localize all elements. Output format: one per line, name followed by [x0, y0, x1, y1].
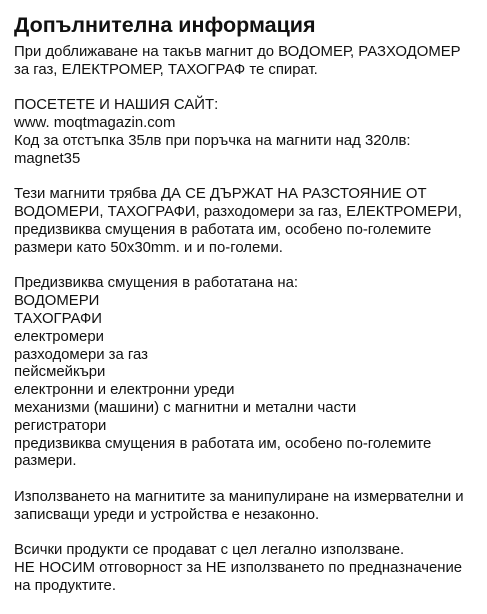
text-line: предизвиква смущения в работата им, особено по-големите — [14, 435, 432, 452]
paragraph-distance-warning — [14, 186, 480, 257]
text-line: на продуктите. — [14, 577, 116, 594]
website-url-text: www. moqtmagazin.com — [14, 115, 176, 132]
paragraph-website — [14, 97, 480, 168]
text-line: Използването на магнитите за манипулиране на измервателни и — [14, 488, 464, 505]
text-line: Тези магнити трябва ДА СЕ ДЪРЖАТ НА РАЗСТОЯНИЕ ОТ — [14, 186, 427, 203]
text-line: размери като 50x30mm. и и по-големи. — [14, 239, 283, 256]
additional-info-section — [14, 12, 480, 614]
text-line: предизвиква смущения в работата им, особено по-големите — [14, 221, 432, 238]
text-line: ВОДОМЕРИ, ТАХОГРАФИ, разходомери за газ, ЕЛЕКТРОМЕРИ, — [14, 204, 462, 221]
paragraph-disclaimer — [14, 542, 480, 595]
text-line: записващи уреди и устройства е незаконно. — [14, 506, 320, 523]
device-list-item: електромери — [14, 328, 104, 345]
section-heading: Допълнителна информация — [14, 13, 316, 37]
device-list-item: регистратори — [14, 417, 107, 434]
device-list-item: електронни и електронни уреди — [14, 382, 235, 399]
text-line: При доближаване на такъв магнит до ВОДОМЕР, РАЗХОДОМЕР — [14, 44, 461, 60]
discount-code-text: magnet35 — [14, 150, 81, 167]
device-list-item: ТАХОГРАФИ — [14, 310, 103, 327]
text-line: размери. — [14, 453, 77, 470]
device-list-item: пейсмейкъри — [14, 364, 106, 381]
device-list-item: механизми (машини) с магнитни и метални части — [14, 399, 357, 416]
text-line: за газ, ЕЛЕКТРОМЕР, ТАХОГРАФ те спират. — [14, 61, 318, 78]
paragraph-legal-notice — [14, 489, 480, 525]
text-line: Предизвиква смущения в работатана на: — [14, 275, 298, 292]
text-line: Код за отстъпка 35лв при поръчка на магнити над 320лв: — [14, 132, 411, 149]
text-line: Всички продукти се продават с цел легално използване. — [14, 542, 405, 559]
paragraph-affected-devices — [14, 275, 480, 471]
text-line: ПОСЕТЕТЕ И НАШИЯ САЙТ: — [14, 97, 219, 114]
device-list-item: разходомери за газ — [14, 346, 148, 363]
device-list-item: ВОДОМЕРИ — [14, 293, 100, 310]
text-line: НЕ НОСИМ отговорност за НЕ използването по предназначение — [14, 560, 463, 577]
paragraph-magnet-effect — [14, 44, 480, 80]
